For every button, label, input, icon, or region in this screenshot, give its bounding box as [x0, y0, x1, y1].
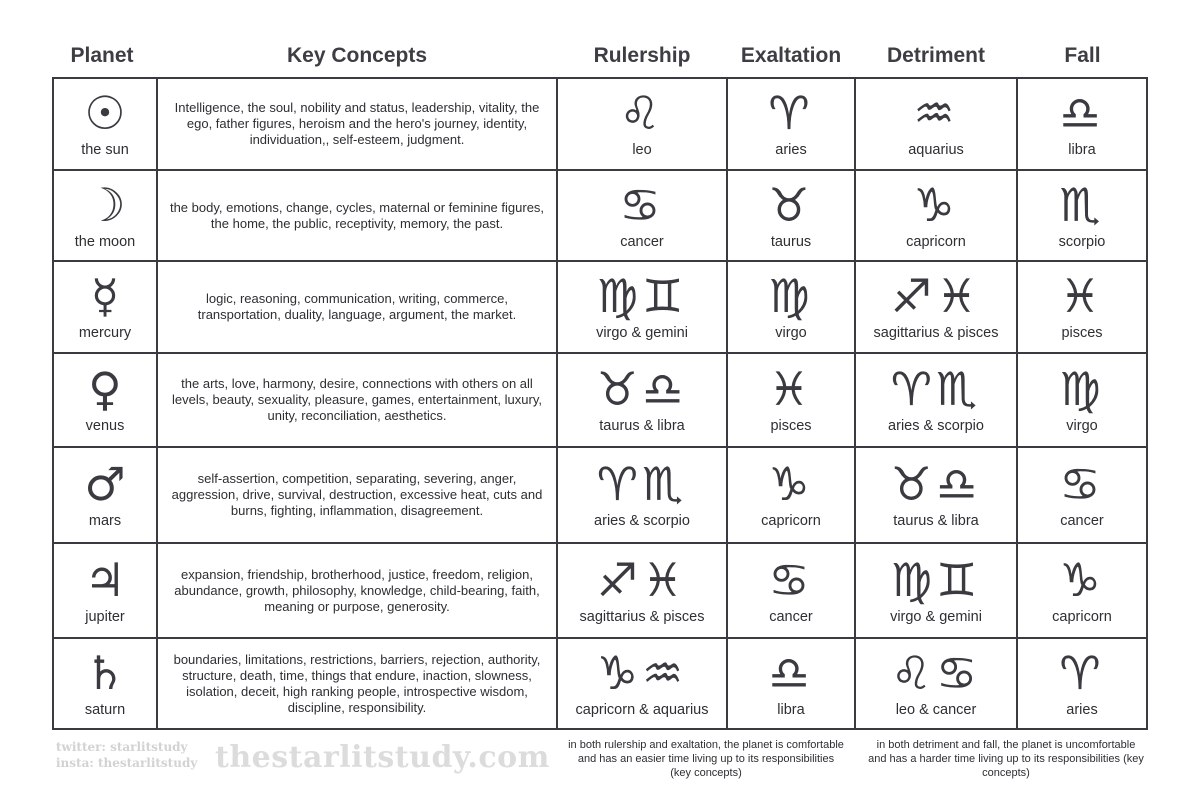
header-planet: Planet: [70, 44, 134, 67]
sign-label: virgo: [1066, 418, 1098, 434]
zodiac-sign-icon: ♏: [1059, 177, 1105, 232]
fall-cell: [1018, 171, 1146, 260]
sign-label: aries & scorpio: [594, 513, 690, 529]
sign-label: pisces: [770, 418, 812, 434]
planet-cell: [54, 171, 156, 260]
sign-label: pisces: [1061, 325, 1103, 341]
key-concepts-text: Intelligence, the soul, nobility and status, leadership, vitality, the ego, father figures, heroism and the hero's journey, identity, individuation,, self-esteem, judgment.: [174, 100, 540, 147]
rulership-cell: [558, 354, 726, 446]
exaltation-cell: [728, 171, 854, 260]
sun-symbol-icon: ☉: [84, 86, 126, 140]
planet-name: venus: [85, 418, 125, 434]
zodiac-sign-icon: ♑♒: [596, 645, 688, 700]
planet-cell: [54, 544, 156, 637]
sign-label: taurus & libra: [599, 418, 685, 434]
zodiac-sign-icon: ♑: [1059, 552, 1105, 607]
key-concepts-text: logic, reasoning, communication, writing, commerce, transportation, duality, language, argument, the market.: [197, 291, 517, 322]
credit-twitter: twitter: starlitstudy: [56, 740, 188, 754]
detriment-cell: [856, 544, 1016, 637]
key-concepts-text: the body, emotions, change, cycles, maternal or feminine figures, the home, the public, receptivity, memory, the past.: [169, 199, 545, 231]
venus-symbol-icon: ♀: [88, 362, 122, 416]
sign-label: sagittarius & pisces: [579, 608, 705, 625]
planet-cell: [54, 448, 156, 542]
zodiac-sign-icon: ♌♋: [890, 645, 982, 700]
fall-cell: [1018, 639, 1146, 728]
exaltation-cell: [728, 262, 854, 352]
zodiac-sign-icon: ♒: [913, 86, 959, 140]
zodiac-sign-icon: ♋: [1059, 457, 1105, 511]
key-concepts-text: the arts, love, harmony, desire, connections with others on all levels, beauty, sexuality, pleasure, games, entertainment, luxury, unity, reconciliation, aesthetics.: [172, 376, 542, 423]
exaltation-cell: [728, 639, 854, 728]
zodiac-sign-icon: ♐♓: [890, 269, 982, 323]
detriment-cell: [856, 79, 1016, 169]
header-key-concepts: Key Concepts: [286, 44, 428, 67]
exaltation-cell: [728, 79, 854, 169]
exaltation-cell: [728, 354, 854, 446]
sign-label: capricorn & aquarius: [575, 701, 709, 718]
key-concepts-text: self-assertion, competition, separating, severing, anger, aggression, drive, survival, destruction, excessive heat, cuts and burns, fighting, inflammation, disagreement.: [171, 471, 543, 518]
planet-cell: [54, 79, 156, 169]
key-concepts-text: boundaries, limitations, restrictions, barriers, rejection, authority, structure, death, time, things that endure, inaction, slowness, isolation, deceit, high ranking people, introspective wisdom, discipline, responsibility.: [173, 651, 541, 715]
rulership-cell: [558, 79, 726, 169]
zodiac-sign-icon: ♍: [768, 269, 814, 323]
detriment-cell: [856, 354, 1016, 446]
sign-label: taurus: [770, 233, 812, 250]
sign-label: libra: [777, 701, 805, 718]
rulership-cell: [558, 171, 726, 260]
planet-name: saturn: [84, 701, 126, 718]
sign-label: taurus & libra: [893, 513, 979, 529]
sign-label: cancer: [620, 233, 664, 250]
detriment-cell: [856, 639, 1016, 728]
fall-cell: [1018, 262, 1146, 352]
zodiac-sign-icon: ♐♓: [596, 552, 688, 607]
zodiac-sign-icon: ♉: [768, 177, 814, 232]
sign-label: aries: [1066, 701, 1098, 718]
zodiac-sign-icon: ♈♏: [890, 362, 982, 416]
rulership-cell: [558, 262, 726, 352]
zodiac-sign-icon: ♈: [1059, 645, 1105, 700]
planet-name: jupiter: [85, 608, 125, 625]
sign-label: capricorn: [761, 513, 821, 529]
sign-label: capricorn: [1052, 608, 1112, 625]
zodiac-sign-icon: ♑: [913, 177, 959, 232]
fall-cell: [1018, 354, 1146, 446]
sign-label: aries: [775, 142, 807, 158]
planet-name: the sun: [81, 142, 129, 158]
planet-name: the moon: [74, 233, 136, 250]
zodiac-sign-icon: ♈: [768, 86, 814, 140]
sign-label: leo & cancer: [895, 701, 977, 718]
planet-cell: [54, 262, 156, 352]
key-concepts-text: expansion, friendship, brotherhood, justice, freedom, religion, abundance, growth, philosophy, knowledge, child-bearing, faith, meaning or purpose, generosity.: [174, 566, 540, 614]
detriment-cell: [856, 262, 1016, 352]
zodiac-sign-icon: ♍: [1059, 362, 1105, 416]
detriment-cell: [856, 171, 1016, 260]
sign-label: aquarius: [908, 142, 964, 158]
zodiac-sign-icon: ♎: [768, 645, 814, 700]
zodiac-sign-icon: ♓: [768, 362, 814, 416]
mars-symbol-icon: ♂: [84, 457, 126, 511]
zodiac-sign-icon: ♈♏: [596, 457, 688, 511]
sign-label: virgo & gemini: [596, 325, 688, 341]
credit-instagram: insta: thestarlitstudy: [56, 756, 198, 770]
planet-cell: [54, 639, 156, 728]
sign-label: cancer: [769, 608, 813, 625]
zodiac-sign-icon: ♉♎: [890, 457, 982, 511]
sign-label: cancer: [1060, 513, 1104, 529]
footnote-detriment-fall: in both detriment and fall, the planet is uncomfortable and has a harder time living up to its responsibilities (key concepts): [868, 739, 1144, 779]
sign-label: virgo & gemini: [890, 608, 982, 625]
sign-label: aries & scorpio: [888, 418, 984, 434]
zodiac-sign-icon: ♑: [768, 457, 814, 511]
footnote-rulership-exaltation: in both rulership and exaltation, the planet is comfortable and has an easier time living up to its responsibilities (key concepts): [568, 739, 844, 779]
planet-name: mercury: [78, 325, 132, 341]
planet-name: mars: [88, 513, 122, 529]
zodiac-sign-icon: ♍♊: [890, 552, 982, 607]
rulership-cell: [558, 544, 726, 637]
zodiac-sign-icon: ♍♊: [596, 269, 688, 323]
rulership-cell: [558, 448, 726, 542]
sign-label: virgo: [775, 325, 807, 341]
exaltation-cell: [728, 544, 854, 637]
fall-cell: [1018, 544, 1146, 637]
jupiter-symbol-icon: ♃: [84, 552, 126, 607]
zodiac-sign-icon: ♉♎: [596, 362, 688, 416]
header-fall: Fall: [1064, 44, 1101, 67]
fall-cell: [1018, 448, 1146, 542]
sign-label: libra: [1068, 142, 1096, 158]
sign-label: sagittarius & pisces: [873, 325, 999, 341]
zodiac-sign-icon: ♌: [619, 86, 665, 140]
mercury-symbol-icon: ☿: [90, 269, 120, 323]
rulership-cell: [558, 639, 726, 728]
sign-label: capricorn: [906, 233, 966, 250]
header-detriment: Detriment: [886, 44, 986, 67]
planet-cell: [54, 354, 156, 446]
sign-label: leo: [632, 142, 652, 158]
header-exaltation: Exaltation: [740, 44, 842, 67]
header-rulership: Rulership: [593, 44, 691, 67]
fall-cell: [1018, 79, 1146, 169]
detriment-cell: [856, 448, 1016, 542]
zodiac-sign-icon: ♎: [1059, 86, 1105, 140]
moon-symbol-icon: ☽: [84, 177, 126, 232]
zodiac-sign-icon: ♋: [619, 177, 665, 232]
sign-label: scorpio: [1058, 233, 1106, 250]
exaltation-cell: [728, 448, 854, 542]
saturn-symbol-icon: ♄: [84, 645, 126, 700]
zodiac-sign-icon: ♓: [1059, 269, 1105, 323]
zodiac-sign-icon: ♋: [768, 552, 814, 607]
site-watermark: thestarlitstudy.com: [215, 740, 550, 775]
